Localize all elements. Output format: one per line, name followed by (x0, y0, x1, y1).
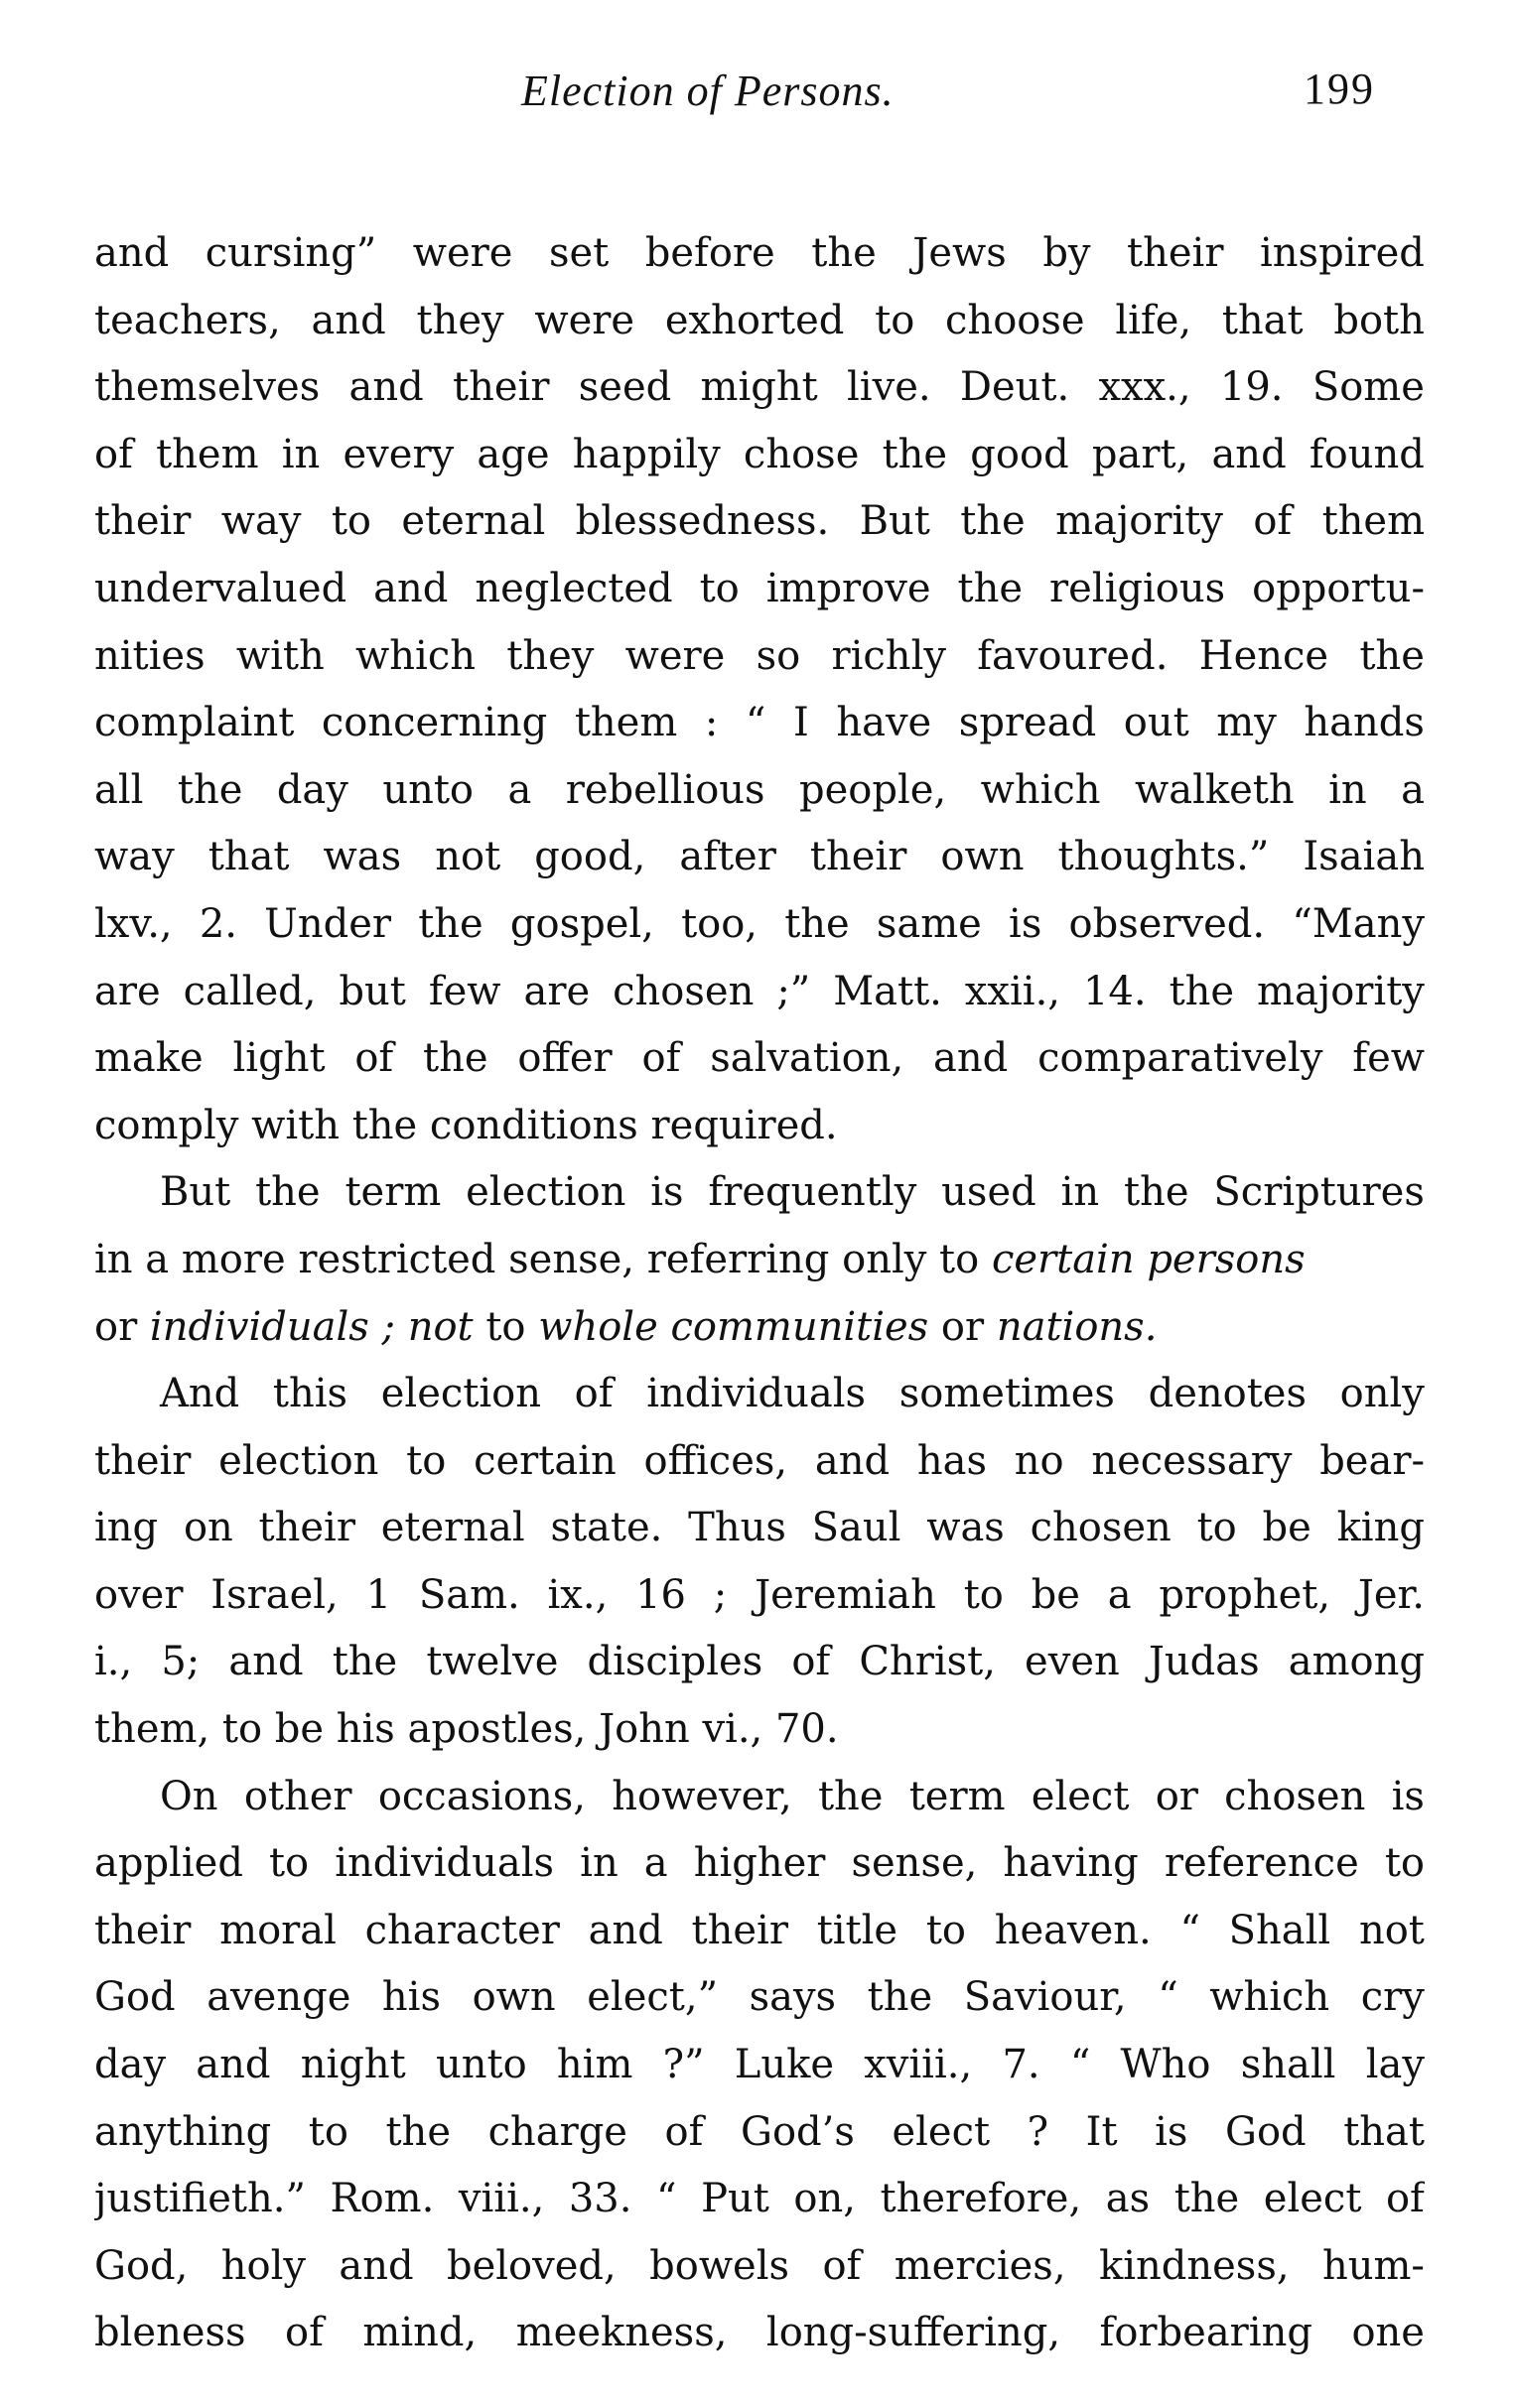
text-line: nities with which they were so richly favoured. Hence the (94, 632, 1425, 679)
text-line: i., 5; and the twelve disciples of Christ, even Judas among (94, 1639, 1425, 1685)
text-line: and cursing” were set before the Jews by their inspired (94, 230, 1425, 276)
text-line: comply with the conditions required. (94, 1102, 838, 1148)
text-line: their election to certain offices, and has no necessary bear- (94, 1437, 1425, 1484)
text-line: themselves and their seed might live. Deut. xxx., 19. Some (94, 364, 1425, 411)
paragraph-2 (94, 1159, 1425, 1361)
italic-phrase: nations. (996, 1303, 1158, 1350)
italic-phrase: whole communities (538, 1303, 929, 1350)
page-number: 199 (1304, 65, 1375, 113)
text-line: God avenge his own elect,” says the Saviour, “ which cry (94, 1974, 1425, 2021)
paragraph-3 (94, 1361, 1425, 1764)
text-line: or individuals ; not to whole communities or nations. (94, 1303, 1158, 1350)
text-line: in a more restricted sense, referring only to certain persons (94, 1236, 1306, 1282)
text-line: undervalued and neglected to improve the religious opportu- (94, 565, 1425, 611)
text-line: over Israel, 1 Sam. ix., 16 ; Jeremiah to be a prophet, Jer. (94, 1571, 1425, 1618)
text-line: day and night unto him ?” Luke xviii., 7. “ Who shall lay (94, 2042, 1425, 2088)
text-line: are called, but few are chosen ;” Matt. xxii., 14. the majority (94, 968, 1425, 1014)
body-text (94, 220, 1425, 2367)
text-line: And this election of individuals sometimes denotes only (160, 1371, 1425, 1417)
running-head (94, 60, 1425, 129)
italic-phrase: individuals ; not (149, 1303, 474, 1350)
text-line: all the day unto a rebellious people, which walketh in a (94, 766, 1425, 813)
text-line: applied to individuals in a higher sense, having reference to (94, 1840, 1425, 1887)
text-line: of them in every age happily chose the good part, and found (94, 431, 1425, 477)
text-line: bleness of mind, meekness, long-suffering, forbearing one (94, 2310, 1425, 2356)
text-line: lxv., 2. Under the gospel, too, the same is observed. “Many (94, 900, 1425, 947)
text-line: ing on their eternal state. Thus Saul was chosen to be king (94, 1505, 1425, 1551)
text-line: anything to the charge of God’s elect ? It is God that (94, 2108, 1425, 2155)
running-title: Election of Persons. (521, 67, 895, 115)
paragraph-4 (94, 1764, 1425, 2367)
text-line: them, to be his apostles, John vi., 70. (94, 1706, 839, 1753)
text-line: teachers, and they were exhorted to choose life, that both (94, 297, 1425, 343)
text-line: complaint concerning them : “ I have spread out my hands (94, 700, 1425, 746)
text-line: way that was not good, after their own thoughts.” Isaiah (94, 834, 1425, 880)
text-line: God, holy and beloved, bowels of mercies, kindness, hum- (94, 2242, 1425, 2289)
text-line: their moral character and their title to heaven. “ Shall not (94, 1907, 1425, 1953)
paragraph-1 (94, 220, 1425, 1159)
text-line: make light of the offer of salvation, and comparatively few (94, 1035, 1425, 1082)
text-line: But the term election is frequently used in the Scriptures (160, 1169, 1425, 1216)
book-page (94, 60, 1425, 2367)
text-line: their way to eternal blessedness. But the majority of them (94, 498, 1425, 545)
text-line: On other occasions, however, the term elect or chosen is (160, 1773, 1425, 1819)
italic-phrase: certain persons (991, 1236, 1306, 1282)
text-line: justifieth.” Rom. viii., 33. “ Put on, therefore, as the elect of (94, 2176, 1425, 2222)
